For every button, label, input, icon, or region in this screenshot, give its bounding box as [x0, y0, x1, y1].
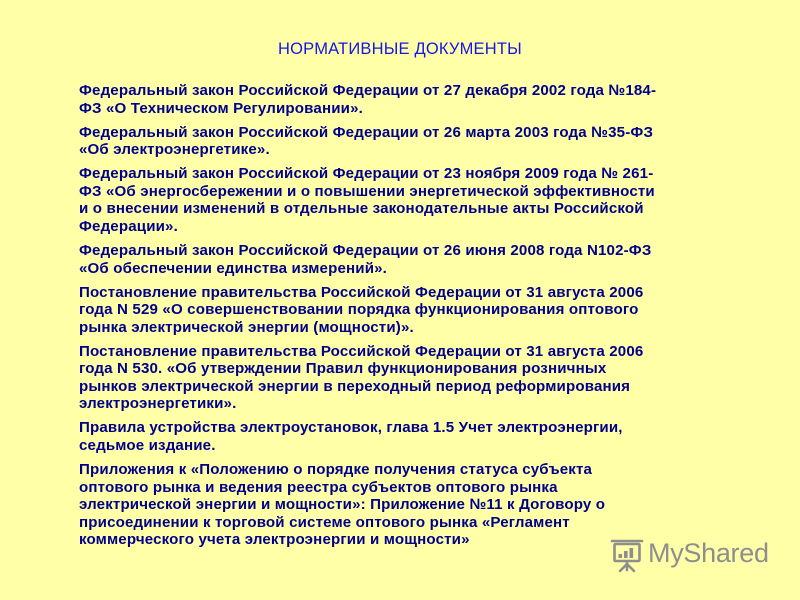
documents-list [79, 82, 759, 555]
document-line: «Об обеспечении единства измерений». [79, 259, 388, 277]
document-line: «Об электроэнергетике». [79, 141, 270, 159]
document-item-5 [79, 284, 759, 337]
document-item-4 [79, 242, 759, 277]
document-item-1 [79, 82, 759, 117]
watermark-text: MyShared [648, 538, 769, 568]
document-line: электроэнергетики». [79, 395, 237, 413]
document-line: коммерческого учета электроэнергии и мощности» [79, 531, 470, 549]
document-line: Приложения к «Положению о порядке получения статуса субъекта [79, 461, 593, 479]
document-line: Федеральный закон Российской Федерации от 26 июня 2008 года N102-ФЗ [79, 241, 652, 259]
document-item-7 [79, 419, 759, 454]
document-item-3 [79, 165, 759, 235]
document-line: рынков электрической энергии в переходный период реформирования [79, 377, 631, 395]
document-line: Федерации». [79, 217, 178, 235]
document-line: оптового рынка и ведения реестра субъектов оптового рынка [79, 478, 558, 496]
document-line: Федеральный закон Российской Федерации от 23 ноября 2009 года № 261- [79, 165, 654, 183]
document-line: года N 529 «О совершенствовании порядка функционирования оптового [79, 301, 639, 319]
myshared-watermark [608, 536, 768, 576]
document-line: рынка электрической энергии (мощности)». [79, 318, 414, 336]
document-line: Федеральный закон Российской Федерации от 26 марта 2003 года №35-ФЗ [79, 123, 654, 141]
document-line: Правила устройства электроустановок, глава 1.5 Учет электроэнергии, [79, 419, 623, 437]
document-line: седьмое издание. [79, 437, 216, 455]
document-item-6 [79, 343, 759, 413]
document-line: Федеральный закон Российской Федерации от 27 декабря 2002 года №184- [79, 82, 657, 99]
document-line: присоединении к торговой системе оптового рынка «Регламент [79, 513, 570, 531]
document-line: и о внесении изменений в отдельные законодательные акты Российской [79, 200, 644, 218]
document-line: ФЗ «О Техническом Регулировании». [79, 99, 363, 117]
document-line: ФЗ «Об энергосбережении и о повышении энергетической эффективности [79, 182, 655, 200]
document-line: Постановление правительства Российской Федерации от 31 августа 2006 [79, 342, 644, 360]
document-line: Постановление правительства Российской Федерации от 31 августа 2006 [79, 283, 644, 301]
document-line: года N 530. «Об утверждении Правил функционирования розничных [79, 360, 607, 378]
document-item-2 [79, 124, 759, 159]
document-line: электрической энергии и мощности»: Приложение №11 к Договору о [79, 496, 606, 514]
slide-title: НОРМАТИВНЫЕ ДОКУМЕНТЫ [278, 40, 522, 58]
